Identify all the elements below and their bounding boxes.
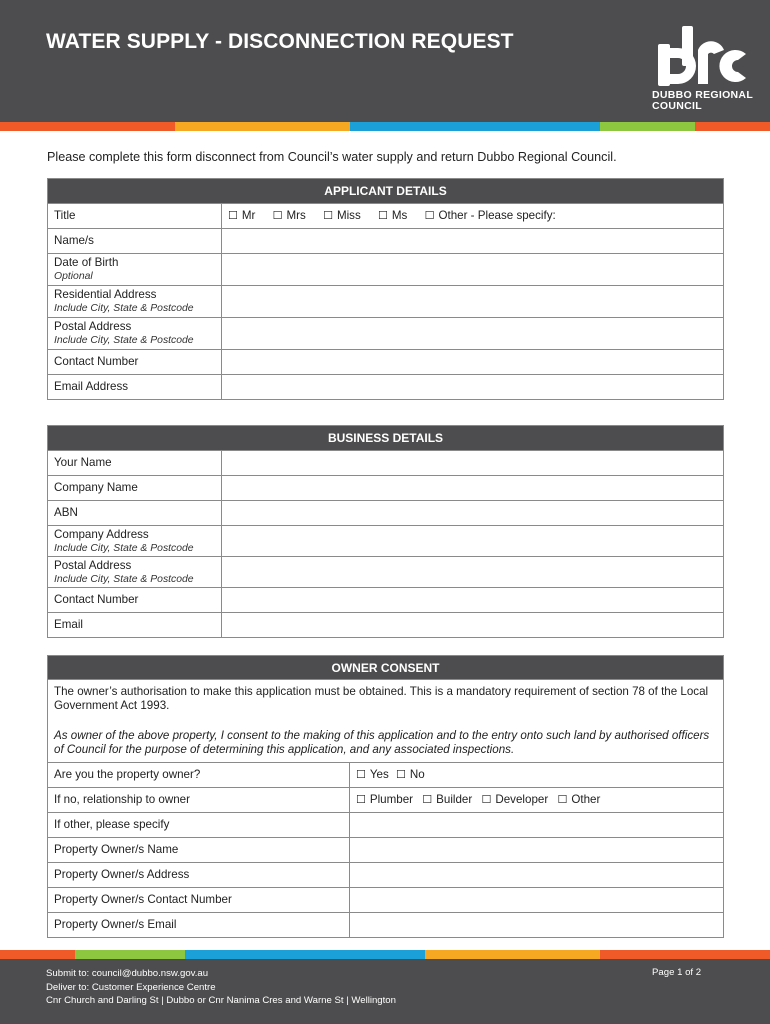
company-address-label: Company Address Include City, State & Postcode bbox=[48, 526, 222, 557]
title-label: Title bbox=[48, 204, 222, 229]
owner-address-field[interactable] bbox=[350, 863, 724, 888]
checkbox-icon: ☐ bbox=[378, 210, 388, 222]
checkbox-icon: ☐ bbox=[557, 794, 568, 806]
business-postal-address-label: Postal Address Include City, State & Postcode bbox=[48, 557, 222, 588]
contact-number-label: Contact Number bbox=[48, 350, 222, 375]
owner-consent-table bbox=[47, 655, 724, 938]
business-email-field[interactable] bbox=[222, 613, 724, 638]
owner-contact-field[interactable] bbox=[350, 888, 724, 913]
owner-email-field[interactable] bbox=[350, 913, 724, 938]
names-label: Name/s bbox=[48, 229, 222, 254]
dob-field[interactable] bbox=[222, 254, 724, 286]
applicant-details-table bbox=[47, 178, 724, 400]
checkbox-icon: ☐ bbox=[228, 210, 238, 222]
names-field[interactable] bbox=[222, 229, 724, 254]
residential-address-label: Residential Address Include City, State & Postcode bbox=[48, 286, 222, 318]
abn-label: ABN bbox=[48, 501, 222, 526]
footer-contact-info bbox=[46, 967, 396, 1008]
authorisation-paragraph: The owner’s authorisation to make this application must be obtained. This is a mandatory requirement of section 78 of the Local Government Act 1993. bbox=[54, 685, 709, 712]
checkbox-icon: ☐ bbox=[424, 210, 435, 222]
business-postal-address-field[interactable] bbox=[222, 557, 724, 588]
postal-address-field[interactable] bbox=[222, 318, 724, 350]
owner-email-label: Property Owner/s Email bbox=[48, 913, 350, 938]
postal-address-sublabel: Include City, State & Postcode bbox=[54, 335, 194, 346]
business-contact-number-field[interactable] bbox=[222, 588, 724, 613]
checkbox-icon: ☐ bbox=[481, 794, 492, 806]
title-option-mrs[interactable]: ☐ Mrs bbox=[272, 209, 306, 222]
business-postal-address-sublabel: Include City, State & Postcode bbox=[54, 573, 194, 585]
residential-address-field[interactable] bbox=[222, 286, 724, 318]
applicant-details-heading: APPLICANT DETAILS bbox=[48, 179, 724, 204]
owner-address-label: Property Owner/s Address bbox=[48, 863, 350, 888]
is-owner-option-yes[interactable]: ☐ Yes bbox=[356, 768, 389, 781]
page-title: WATER SUPPLY - DISCONNECTION REQUEST bbox=[46, 30, 514, 53]
title-option-miss[interactable]: ☐ Miss bbox=[323, 209, 361, 222]
consent-paragraph: As owner of the above property, I consent to the making of this application and to the entry onto such land by authorised officers of Council for the purpose of determining this application, and any associated inspections. bbox=[54, 729, 710, 756]
owner-contact-label: Property Owner/s Contact Number bbox=[48, 888, 350, 913]
your-name-field[interactable] bbox=[222, 451, 724, 476]
your-name-label: Your Name bbox=[48, 451, 222, 476]
page-number: Page 1 of 2 bbox=[652, 967, 702, 978]
relationship-option-developer[interactable]: ☐ Developer bbox=[481, 793, 549, 806]
checkbox-icon: ☐ bbox=[356, 794, 366, 806]
owner-name-field[interactable] bbox=[350, 838, 724, 863]
business-details-heading: BUSINESS DETAILS bbox=[48, 426, 724, 451]
page-footer bbox=[0, 959, 770, 1024]
title-option-other[interactable]: ☐ Other - Please specify: bbox=[424, 209, 556, 222]
checkbox-icon: ☐ bbox=[422, 794, 433, 806]
relationship-option-plumber[interactable]: ☐ Plumber bbox=[356, 793, 414, 806]
company-address-field[interactable] bbox=[222, 526, 724, 557]
business-details-table bbox=[47, 425, 724, 638]
relationship-label: If no, relationship to owner bbox=[48, 788, 350, 813]
footer-submit-email[interactable]: Submit to: council@dubbo.nsw.gov.au bbox=[46, 968, 209, 979]
owner-name-label: Property Owner/s Name bbox=[48, 838, 350, 863]
postal-address-label: Postal Address Include City, State & Postcode bbox=[48, 318, 222, 350]
other-specify-label: If other, please specify bbox=[48, 813, 350, 838]
is-owner-options bbox=[350, 763, 724, 788]
checkbox-icon: ☐ bbox=[323, 210, 333, 222]
color-stripe-top bbox=[0, 122, 770, 131]
other-specify-field[interactable] bbox=[350, 813, 724, 838]
footer-deliver: Deliver to: Customer Experience Centre bbox=[46, 981, 216, 993]
business-contact-number-label: Contact Number bbox=[48, 588, 222, 613]
title-option-ms[interactable]: ☐ Ms bbox=[378, 209, 408, 222]
company-address-sublabel: Include City, State & Postcode bbox=[54, 542, 194, 554]
owner-consent-heading: OWNER CONSENT bbox=[48, 656, 724, 680]
business-email-label: Email bbox=[48, 613, 222, 638]
footer-address: Cnr Church and Darling St | Dubbo or Cnr Nanima Cres and Warne St | Wellington bbox=[46, 995, 396, 1006]
company-name-label: Company Name bbox=[48, 476, 222, 501]
is-owner-label: Are you the property owner? bbox=[48, 763, 350, 788]
relationship-option-builder[interactable]: ☐ Builder bbox=[422, 793, 473, 806]
checkbox-icon: ☐ bbox=[396, 769, 406, 781]
intro-text: Please complete this form disconnect from Council’s water supply and return Dubbo Regional Council. bbox=[47, 150, 617, 164]
is-owner-option-no[interactable]: ☐ No bbox=[396, 768, 425, 781]
checkbox-icon: ☐ bbox=[356, 769, 366, 781]
checkbox-icon: ☐ bbox=[272, 210, 283, 222]
color-stripe-bottom bbox=[0, 950, 770, 959]
email-address-field[interactable] bbox=[222, 375, 724, 400]
page-header bbox=[0, 0, 770, 122]
email-address-label: Email Address bbox=[48, 375, 222, 400]
title-options bbox=[222, 204, 724, 229]
residential-address-sublabel: Include City, State & Postcode bbox=[54, 303, 194, 314]
logo-text-line2: COUNCIL bbox=[652, 100, 702, 112]
owner-consent-text bbox=[48, 680, 724, 763]
abn-field[interactable] bbox=[222, 501, 724, 526]
relationship-options bbox=[350, 788, 724, 813]
dob-sublabel: Optional bbox=[54, 271, 93, 282]
relationship-option-other[interactable]: ☐ Other bbox=[557, 793, 601, 806]
contact-number-field[interactable] bbox=[222, 350, 724, 375]
dob-label: Date of Birth Optional bbox=[48, 254, 222, 286]
logo-text-line1: DUBBO REGIONAL bbox=[652, 89, 754, 101]
company-name-field[interactable] bbox=[222, 476, 724, 501]
title-option-mr[interactable]: ☐ Mr bbox=[228, 209, 256, 222]
